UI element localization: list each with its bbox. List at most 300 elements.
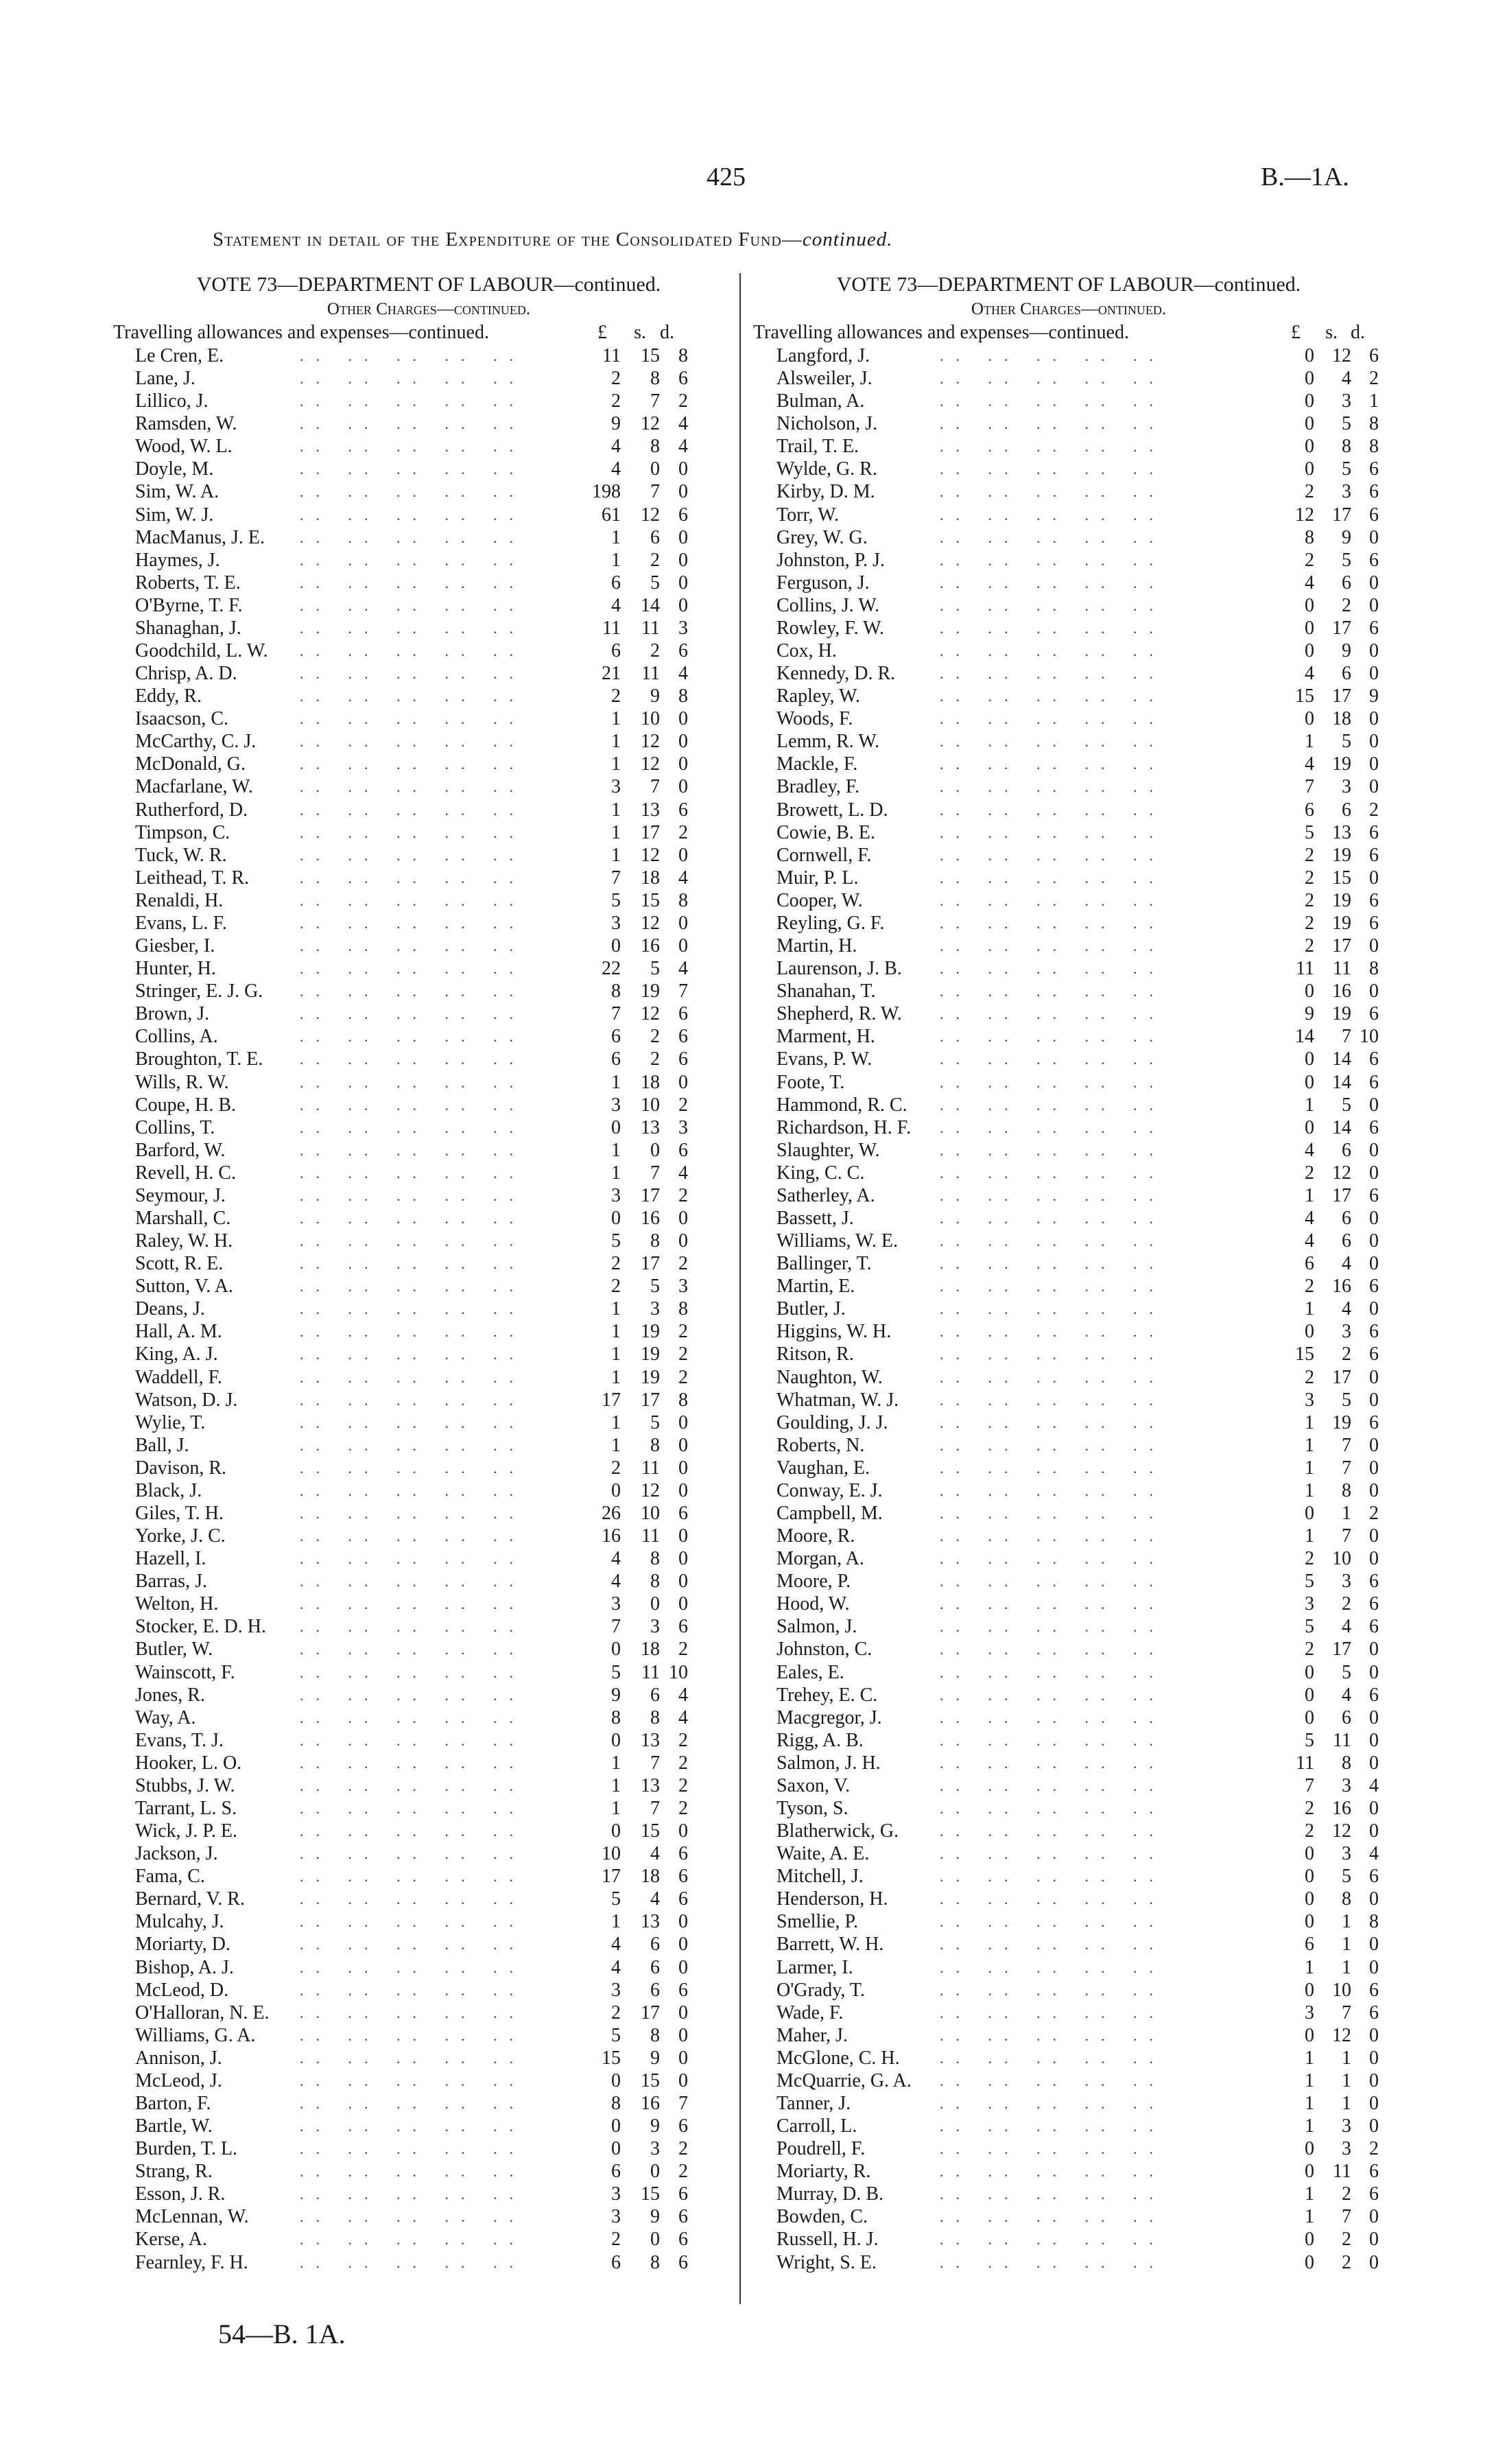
leader-dots: .. .. .. .. ..	[300, 1822, 525, 1840]
leader-dots: .. .. .. .. ..	[940, 1754, 1165, 1772]
leader-dots: .. .. .. .. ..	[300, 2208, 525, 2226]
amount-pounds: 4	[1305, 753, 1314, 775]
table-row	[753, 1502, 1384, 1525]
amount-pence: 6	[1369, 1866, 1379, 1888]
amount-pence: 0	[678, 2047, 688, 2069]
table-row	[753, 1706, 1384, 1729]
amount-pence: 0	[1369, 1956, 1379, 1978]
amount-shillings: 7	[650, 776, 660, 798]
amount-pounds: 21	[602, 663, 621, 685]
amount-pounds: 5	[611, 2024, 621, 2046]
amount-shillings: 3	[1342, 481, 1351, 503]
amount-pounds: 0	[1305, 1048, 1314, 1070]
amount-pounds: 0	[1305, 1684, 1314, 1706]
amount-pounds: 1	[611, 1911, 621, 1933]
table-row	[753, 1979, 1384, 2002]
amount-shillings: 19	[641, 1344, 660, 1365]
amount-pence: 6	[1369, 1321, 1379, 1343]
amount-shillings: 19	[1332, 1411, 1351, 1433]
leader-dots: .. .. .. .. ..	[300, 688, 525, 705]
amount-shillings: 5	[1342, 1389, 1351, 1411]
table-row	[113, 821, 744, 844]
table-row	[753, 867, 1384, 889]
table-row	[753, 821, 1384, 844]
amount-shillings: 1	[1342, 1502, 1351, 1524]
amount-pounds: 0	[611, 1207, 621, 1229]
table-row	[113, 1184, 744, 1207]
leader-dots: .. .. .. .. ..	[300, 1186, 525, 1204]
payee-name: Ball, J.	[135, 1434, 189, 1456]
payee-name: Haymes, J.	[135, 549, 220, 571]
amount-pounds: 3	[611, 776, 621, 798]
table-row	[753, 594, 1384, 617]
leader-dots: .. .. .. .. ..	[300, 846, 525, 864]
payee-name: Tarrant, L. S.	[135, 1798, 237, 1819]
leader-dots: .. .. .. .. ..	[940, 1459, 1165, 1477]
amount-pence: 6	[678, 1888, 688, 1910]
amount-pounds: 6	[611, 2251, 621, 2273]
table-row	[113, 594, 744, 617]
amount-shillings: 16	[1332, 1798, 1351, 1819]
amount-shillings: 2	[650, 549, 660, 571]
payee-name: Mitchell, J.	[776, 1866, 864, 1888]
amount-pence: 0	[678, 1230, 688, 1252]
amount-shillings: 12	[1332, 1820, 1351, 1842]
statement-title	[213, 228, 1310, 251]
amount-pounds: 2	[1305, 935, 1314, 957]
leader-dots: .. .. .. .. ..	[300, 960, 525, 978]
leader-dots: .. .. .. .. ..	[300, 1368, 525, 1386]
amount-shillings: 15	[641, 889, 660, 911]
leader-dots: .. .. .. .. ..	[940, 1255, 1165, 1273]
amount-shillings: 12	[1332, 2024, 1351, 2046]
amount-pounds: 8	[611, 981, 621, 1002]
leader-dots: .. .. .. .. ..	[940, 528, 1165, 546]
leader-dots: .. .. .. .. ..	[300, 1709, 525, 1726]
amount-shillings: 13	[641, 1729, 660, 1751]
leader-dots: .. .. .. .. ..	[300, 2231, 525, 2249]
payee-name: Wylie, T.	[135, 1411, 206, 1433]
amount-pence: 6	[1369, 617, 1379, 639]
amount-pounds: 7	[611, 1003, 621, 1025]
leader-dots: .. .. .. .. ..	[940, 1504, 1165, 1522]
amount-pounds: 2	[611, 2229, 621, 2251]
leader-dots: .. .. .. .. ..	[300, 596, 525, 614]
payee-name: Whatman, W. J.	[776, 1389, 899, 1411]
payee-name: Fama, C.	[135, 1866, 205, 1888]
leader-dots: .. .. .. .. ..	[940, 1731, 1165, 1749]
table-row	[113, 2160, 744, 2183]
amount-pounds: 0	[1305, 2229, 1314, 2251]
amount-pence: 6	[1369, 1411, 1379, 1433]
amount-shillings: 15	[641, 1820, 660, 1842]
payee-name: Macfarlane, W.	[135, 776, 253, 798]
leader-dots: .. .. .. .. ..	[940, 1096, 1165, 1114]
shillings-header: s.	[634, 322, 646, 343]
amount-pence: 0	[678, 1911, 688, 1933]
amount-pence: 0	[1369, 1434, 1379, 1456]
amount-pence: 0	[1369, 526, 1379, 548]
payee-name: Mulcahy, J.	[135, 1911, 224, 1933]
amount-pence: 0	[678, 1411, 688, 1433]
table-row	[113, 844, 744, 867]
leader-dots: .. .. .. .. ..	[300, 1936, 525, 1953]
amount-pence: 6	[678, 799, 688, 821]
payee-name: Trehey, E. C.	[776, 1684, 878, 1706]
amount-pence: 6	[1369, 889, 1379, 911]
amount-shillings: 12	[641, 504, 660, 526]
amount-shillings: 8	[650, 1706, 660, 1728]
amount-pence: 4	[678, 867, 688, 889]
leader-dots: .. .. .. .. ..	[300, 438, 525, 456]
leader-dots: .. .. .. .. ..	[940, 2208, 1165, 2226]
leader-dots: .. .. .. .. ..	[940, 1527, 1165, 1545]
leader-dots: .. .. .. .. ..	[940, 438, 1165, 456]
table-row	[113, 1343, 744, 1365]
amount-shillings: 11	[641, 663, 660, 685]
leader-dots: .. .. .. .. ..	[300, 483, 525, 501]
payee-name: King, A. J.	[135, 1344, 218, 1365]
table-row	[753, 2183, 1384, 2205]
payee-name: Sim, W. J.	[135, 504, 214, 526]
leader-dots: .. .. .. .. ..	[940, 1550, 1165, 1568]
amount-shillings: 16	[1332, 1276, 1351, 1298]
amount-pence: 2	[678, 1253, 688, 1275]
amount-shillings: 11	[641, 1457, 660, 1479]
payee-name: Eales, E.	[776, 1661, 844, 1683]
amount-pence: 6	[1369, 1116, 1379, 1138]
leader-dots: .. .. .. .. ..	[300, 1504, 525, 1522]
payee-name: Tyson, S.	[776, 1798, 849, 1819]
amount-pence: 0	[678, 1207, 688, 1229]
amount-pence: 0	[1369, 2206, 1379, 2228]
amount-pence: 6	[1369, 1184, 1379, 1206]
amount-pounds: 1	[611, 753, 621, 775]
amount-pence: 0	[678, 708, 688, 730]
leader-dots: .. .. .. .. ..	[940, 983, 1165, 1000]
payee-name: Hood, W.	[776, 1593, 850, 1615]
leader-dots: .. .. .. .. ..	[940, 460, 1165, 478]
payee-name: Mackle, F.	[776, 753, 858, 775]
amount-shillings: 1	[1342, 1934, 1351, 1956]
leader-dots: .. .. .. .. ..	[300, 1073, 525, 1091]
amount-shillings: 9	[650, 2047, 660, 2069]
amount-pence: 0	[1369, 1661, 1379, 1683]
table-row	[753, 2115, 1384, 2137]
payee-name: Sim, W. A.	[135, 481, 219, 503]
amount-pence: 8	[678, 685, 688, 707]
leader-dots: .. .. .. .. ..	[940, 2117, 1165, 2135]
payee-name: Roberts, T. E.	[135, 572, 241, 594]
amount-pounds: 2	[1305, 1366, 1314, 1388]
amount-shillings: 19	[641, 1366, 660, 1388]
table-row	[753, 775, 1384, 798]
leader-dots: .. .. .. .. ..	[940, 1073, 1165, 1091]
table-row	[113, 889, 744, 912]
amount-shillings: 7	[1342, 2206, 1351, 2228]
amount-shillings: 10	[641, 708, 660, 730]
payee-name: Cornwell, F.	[776, 844, 872, 866]
amount-pence: 0	[1369, 1479, 1379, 1501]
leader-dots: .. .. .. .. ..	[300, 1663, 525, 1681]
leader-dots: .. .. .. .. ..	[940, 1141, 1165, 1159]
amount-pence: 8	[678, 889, 688, 911]
payee-name: Strang, R.	[135, 2161, 213, 2183]
amount-pence: 6	[678, 1979, 688, 2001]
amount-pence: 6	[678, 1843, 688, 1865]
pounds-header: £	[1291, 322, 1301, 343]
amount-pounds: 1	[1305, 1525, 1314, 1547]
amount-pounds: 0	[1305, 345, 1314, 366]
amount-pounds: 0	[1305, 390, 1314, 412]
amount-pence: 0	[1369, 572, 1379, 594]
amount-pounds: 17	[602, 1866, 621, 1888]
table-row	[113, 707, 744, 730]
amount-pounds: 1	[1305, 731, 1314, 753]
amount-shillings: 8	[650, 436, 660, 458]
amount-shillings: 15	[1332, 867, 1351, 889]
amount-pounds: 15	[1295, 685, 1314, 707]
amount-pence: 8	[678, 1389, 688, 1411]
table-row	[753, 1593, 1384, 1615]
amount-shillings: 7	[1342, 1026, 1351, 1048]
payee-name: Barrett, W. H.	[776, 1934, 884, 1956]
table-row	[113, 1615, 744, 1638]
payee-name: Waite, A. E.	[776, 1843, 870, 1865]
payee-name: Bassett, J.	[776, 1207, 854, 1229]
table-row	[113, 1888, 744, 1910]
vote-heading: VOTE 73—DEPARTMENT OF LABOUR—continued.	[196, 273, 661, 296]
table-row	[113, 435, 744, 458]
amount-shillings: 5	[1342, 549, 1351, 571]
amount-shillings: 12	[641, 413, 660, 435]
payee-name: Wainscott, F.	[135, 1661, 235, 1683]
payee-name: Butler, W.	[135, 1639, 213, 1661]
table-row	[113, 2228, 744, 2251]
payee-name: Satherley, A.	[776, 1184, 875, 1206]
amount-pounds: 2	[1305, 912, 1314, 934]
leader-dots: .. .. .. .. ..	[300, 1595, 525, 1613]
vote-heading: VOTE 73—DEPARTMENT OF LABOUR—continued.	[836, 273, 1301, 296]
table-row	[753, 1752, 1384, 1774]
leader-dots: .. .. .. .. ..	[300, 755, 525, 773]
amount-pounds: 1	[611, 1434, 621, 1456]
amount-pounds: 0	[1305, 2138, 1314, 2160]
payee-name: Rigg, A. B.	[776, 1729, 864, 1751]
leader-dots: .. .. .. .. ..	[940, 1845, 1165, 1863]
leader-dots: .. .. .. .. ..	[300, 460, 525, 478]
amount-pounds: 2	[611, 1253, 621, 1275]
amount-shillings: 2	[650, 1026, 660, 1048]
table-row	[113, 1094, 744, 1116]
payee-name: Stringer, E. J. G.	[135, 981, 263, 1002]
amount-pounds: 15	[602, 2047, 621, 2069]
amount-pounds: 7	[1305, 776, 1314, 798]
amount-shillings: 3	[650, 1298, 660, 1320]
table-row	[113, 549, 744, 572]
table-row	[113, 912, 744, 935]
table-row	[113, 1207, 744, 1230]
payee-name: Bradley, F.	[776, 776, 860, 798]
payee-name: Trail, T. E.	[776, 436, 859, 458]
amount-pounds: 4	[611, 1934, 621, 1956]
amount-pence: 2	[678, 1774, 688, 1796]
left-column	[113, 272, 744, 2274]
payee-name: Wood, W. L.	[135, 436, 233, 458]
right-column	[753, 272, 1384, 2274]
payee-name: Saxon, V.	[776, 1774, 851, 1796]
amount-pence: 0	[1369, 867, 1379, 889]
leader-dots: .. .. .. .. ..	[300, 1209, 525, 1227]
leader-dots: .. .. .. .. ..	[300, 2026, 525, 2044]
amount-pounds: 0	[1305, 2251, 1314, 2273]
amount-pence: 0	[678, 1548, 688, 1570]
payee-name: Roberts, N.	[776, 1434, 865, 1456]
amount-shillings: 7	[650, 1752, 660, 1774]
amount-shillings: 3	[1342, 1571, 1351, 1593]
amount-shillings: 2	[1342, 1344, 1351, 1365]
amount-pence: 2	[1369, 2138, 1379, 2160]
table-row	[113, 1593, 744, 1615]
amount-shillings: 4	[1342, 1684, 1351, 1706]
amount-pounds: 0	[1305, 413, 1314, 435]
amount-pence: 0	[1369, 640, 1379, 662]
leader-dots: .. .. .. .. ..	[940, 891, 1165, 909]
amount-pounds: 3	[611, 1184, 621, 1206]
amount-shillings: 8	[650, 2024, 660, 2046]
amount-pence: 6	[678, 2183, 688, 2205]
table-row	[113, 2183, 744, 2205]
leader-dots: .. .. .. .. ..	[300, 574, 525, 591]
leader-dots: .. .. .. .. ..	[940, 2163, 1165, 2181]
leader-dots: .. .. .. .. ..	[300, 1459, 525, 1477]
payee-name: Tuck, W. R.	[135, 844, 227, 866]
amount-shillings: 17	[641, 1184, 660, 1206]
payee-name: Hazell, I.	[135, 1548, 206, 1570]
amount-pence: 0	[1369, 1162, 1379, 1184]
amount-shillings: 4	[1342, 368, 1351, 390]
amount-shillings: 8	[650, 2251, 660, 2273]
table-row	[753, 957, 1384, 980]
amount-pence: 2	[678, 1752, 688, 1774]
amount-shillings: 5	[650, 572, 660, 594]
amount-pence: 6	[1369, 1003, 1379, 1025]
amount-pounds: 10	[602, 1843, 621, 1865]
amount-shillings: 9	[650, 2206, 660, 2228]
amount-shillings: 2	[650, 640, 660, 662]
table-row	[753, 1275, 1384, 1298]
leader-dots: .. .. .. .. ..	[940, 1641, 1165, 1658]
table-row	[113, 662, 744, 685]
amount-pence: 6	[678, 368, 688, 390]
amount-pence: 6	[1369, 481, 1379, 503]
page-number: 425	[707, 163, 746, 191]
section-label: Travelling allowances and expenses—continued.	[753, 322, 1129, 343]
amount-pence: 6	[1369, 912, 1379, 934]
amount-pounds: 0	[611, 2069, 621, 2091]
table-row	[753, 1956, 1384, 1979]
leader-dots: .. .. .. .. ..	[300, 801, 525, 819]
leader-dots: .. .. .. .. ..	[300, 1300, 525, 1318]
amount-pounds: 4	[1305, 1207, 1314, 1229]
table-row	[113, 1638, 744, 1661]
leader-dots: .. .. .. .. ..	[300, 2117, 525, 2135]
amount-pounds: 4	[611, 594, 621, 616]
leader-dots: .. .. .. .. ..	[940, 1958, 1165, 1976]
table-row	[113, 2251, 744, 2274]
leader-dots: .. .. .. .. ..	[940, 415, 1165, 433]
payee-name: Stocker, E. D. H.	[135, 1616, 266, 1638]
leader-dots: .. .. .. .. ..	[300, 1731, 525, 1749]
payee-name: Black, J.	[135, 1479, 202, 1501]
amount-pounds: 3	[611, 1979, 621, 2001]
section-header	[113, 321, 744, 344]
table-row	[753, 1797, 1384, 1820]
amount-pence: 0	[1369, 663, 1379, 685]
amount-pounds: 2	[1305, 867, 1314, 889]
amount-pence: 8	[1369, 1911, 1379, 1933]
payee-name: Rapley, W.	[776, 685, 860, 707]
payee-name: Eddy, R.	[135, 685, 202, 707]
payee-name: Giesber, I.	[135, 935, 215, 957]
amount-pounds: 0	[1305, 1116, 1314, 1138]
table-row	[113, 504, 744, 526]
table-row	[753, 1570, 1384, 1593]
table-row	[113, 1230, 744, 1252]
section-header	[753, 321, 1384, 344]
amount-shillings: 2	[1342, 2183, 1351, 2205]
table-row	[753, 1638, 1384, 1661]
leader-dots: .. .. .. .. ..	[300, 733, 525, 751]
amount-shillings: 6	[1342, 799, 1351, 821]
amount-shillings: 13	[641, 799, 660, 821]
table-row	[753, 549, 1384, 572]
amount-pence: 0	[678, 572, 688, 594]
amount-shillings: 18	[1332, 708, 1351, 730]
amount-pence: 6	[678, 1048, 688, 1070]
amount-pence: 6	[1369, 844, 1379, 866]
leader-dots: .. .. .. .. ..	[940, 1005, 1165, 1023]
payee-name: O'Byrne, T. F.	[135, 594, 243, 616]
amount-pence: 6	[1369, 458, 1379, 480]
leader-dots: .. .. .. .. ..	[300, 1164, 525, 1182]
leader-dots: .. .. .. .. ..	[940, 574, 1165, 591]
amount-pence: 6	[678, 2115, 688, 2137]
amount-shillings: 6	[1342, 572, 1351, 594]
table-row	[113, 1842, 744, 1865]
amount-pence: 0	[678, 935, 688, 957]
table-row	[113, 572, 744, 594]
payee-name: Kirby, D. M.	[776, 481, 875, 503]
amount-pounds: 0	[1305, 436, 1314, 458]
payee-name: Campbell, M.	[776, 1502, 883, 1524]
leader-dots: .. .. .. .. ..	[300, 1573, 525, 1591]
payee-name: McDonald, G.	[135, 753, 246, 775]
payee-name: Bulman, A.	[776, 390, 865, 412]
leader-dots: .. .. .. .. ..	[940, 1913, 1165, 1931]
table-row	[753, 367, 1384, 390]
leader-dots: .. .. .. .. ..	[300, 1005, 525, 1023]
amount-pounds: 9	[611, 413, 621, 435]
leader-dots: .. .. .. .. ..	[940, 1413, 1165, 1431]
payee-name: Williams, W. E.	[776, 1230, 898, 1252]
amount-pounds: 2	[611, 685, 621, 707]
leader-dots: .. .. .. .. ..	[940, 937, 1165, 955]
amount-pounds: 11	[602, 617, 621, 639]
amount-pence: 0	[678, 1593, 688, 1615]
payee-name: Alsweiler, J.	[776, 368, 873, 390]
amount-shillings: 5	[1342, 413, 1351, 435]
